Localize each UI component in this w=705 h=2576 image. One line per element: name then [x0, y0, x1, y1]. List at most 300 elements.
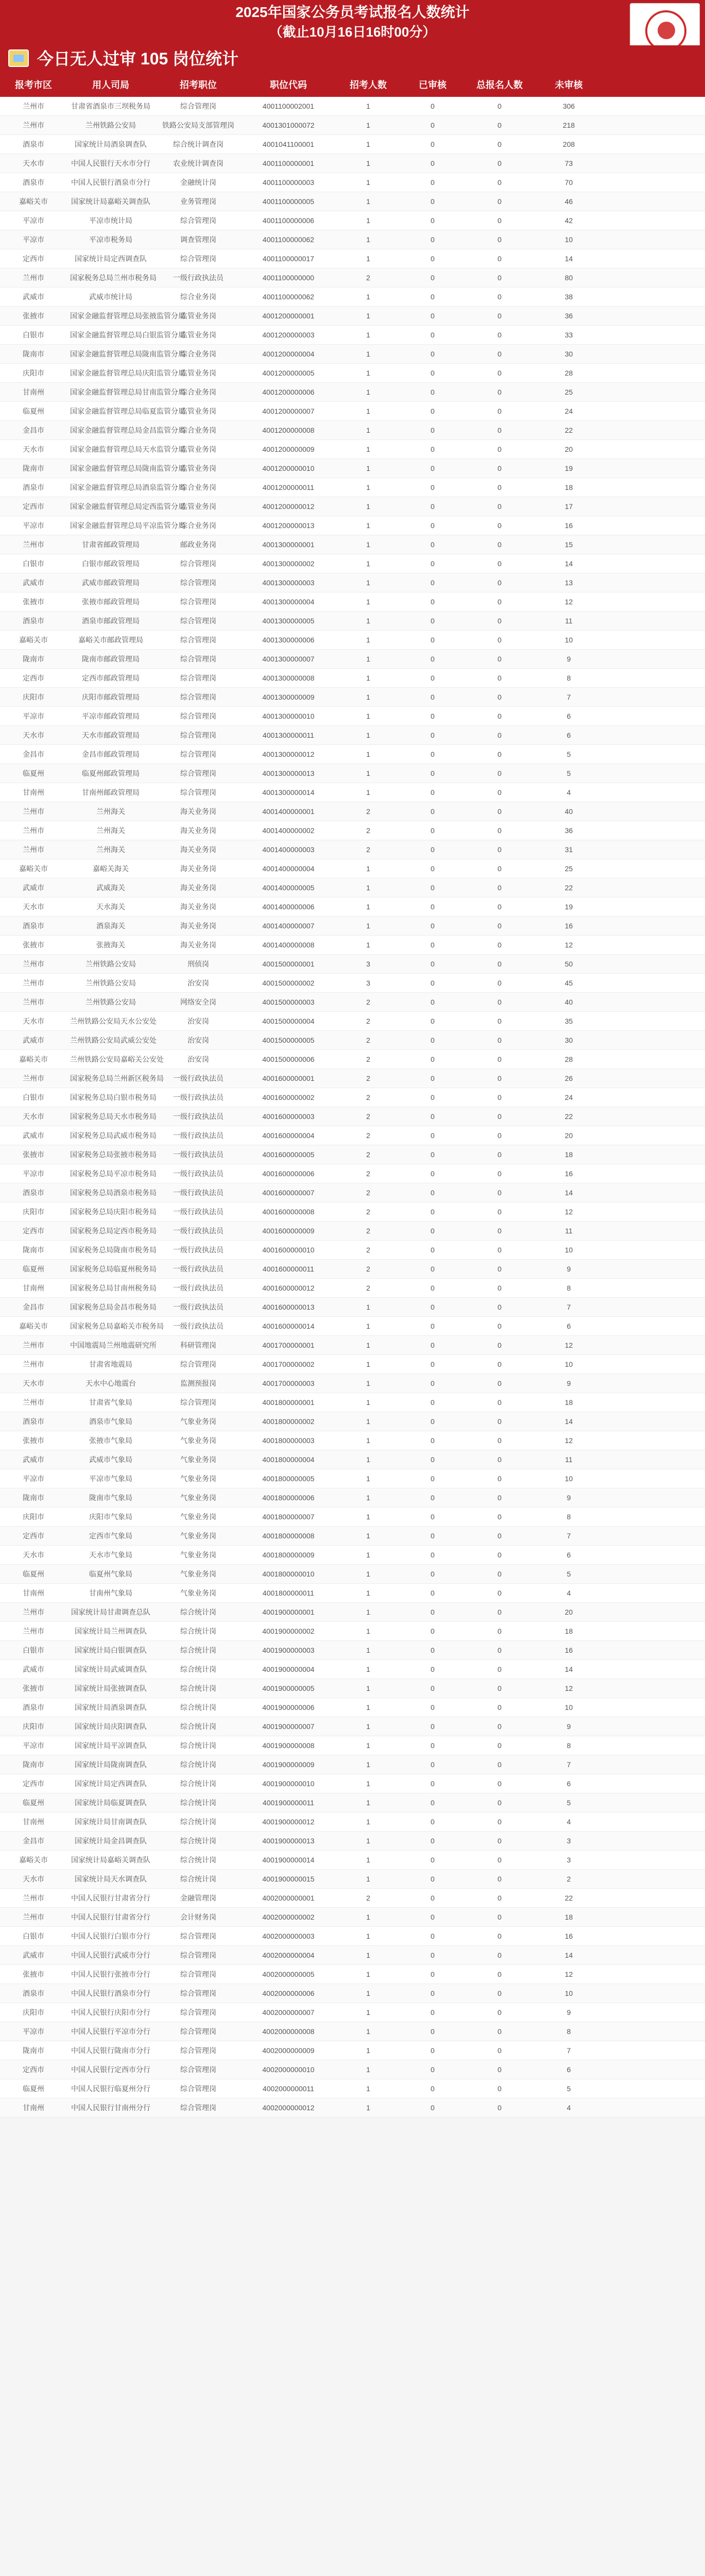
cell-total: 0	[497, 331, 502, 339]
cell-unreviewed: 5	[566, 1799, 571, 1807]
cell-total: 0	[497, 293, 502, 301]
cell-total: 0	[497, 1398, 502, 1406]
cell-position: 综合统计岗	[180, 1760, 216, 1769]
cell-code: 4001100000017	[262, 255, 315, 263]
cell-position: 综合管理岗	[180, 2084, 216, 2093]
cell-quota: 1	[366, 1818, 370, 1826]
cell-reviewed: 0	[431, 1379, 435, 1387]
cell-reviewed: 0	[431, 1818, 435, 1826]
table-row	[0, 1336, 705, 1355]
cell-code: 4001600000009	[262, 1227, 315, 1235]
cell-reviewed: 0	[431, 102, 435, 110]
cell-reviewed: 0	[431, 1532, 435, 1540]
cell-unreviewed: 12	[564, 1436, 573, 1445]
cell-code: 4001800000005	[262, 1475, 315, 1483]
table-row	[0, 859, 705, 878]
col-header-quota: 招考人数	[350, 80, 387, 90]
cell-total: 0	[497, 255, 502, 263]
cell-unreviewed: 8	[566, 1741, 571, 1750]
cell-city: 嘉峪关市	[19, 1856, 48, 1864]
cell-city: 庆阳市	[23, 693, 44, 701]
cell-unreviewed: 9	[566, 1494, 571, 1502]
cell-reviewed: 0	[431, 1989, 435, 1997]
cell-total: 0	[497, 1093, 502, 1101]
table-row	[0, 230, 705, 249]
cell-position: 气象业务岗	[180, 1570, 216, 1578]
cell-total: 0	[497, 807, 502, 816]
cell-unreviewed: 40	[564, 998, 573, 1006]
cell-total: 0	[497, 1246, 502, 1254]
cell-city: 兰州市	[23, 1360, 44, 1368]
cell-total: 0	[497, 979, 502, 987]
cell-position: 综合管理岗	[180, 1398, 216, 1406]
cell-position: 科研管理岗	[180, 1341, 216, 1349]
cell-quota: 1	[366, 579, 370, 587]
cell-unreviewed: 20	[564, 1131, 573, 1140]
cell-position: 一级行政执法员	[173, 1265, 223, 1273]
cell-city: 天水市	[23, 1875, 44, 1883]
cell-department: 国家统计局甘南调查队	[75, 1818, 147, 1826]
cell-quota: 1	[366, 2008, 370, 2016]
cell-city: 甘南州	[23, 1284, 44, 1292]
cell-quota: 1	[366, 1532, 370, 1540]
cell-city: 兰州市	[23, 1627, 44, 1635]
table-row	[0, 1450, 705, 1469]
cell-code: 4002000000008	[262, 2027, 315, 2036]
cell-department: 甘南州邮政管理局	[82, 788, 140, 796]
cell-unreviewed: 13	[564, 579, 573, 587]
cell-unreviewed: 38	[564, 293, 573, 301]
cell-department: 国家税务总局兰州新区税务局	[70, 1074, 164, 1082]
table-row	[0, 1641, 705, 1660]
cell-code: 4001300000010	[262, 712, 315, 720]
cell-city: 兰州市	[23, 102, 44, 110]
cell-department: 甘肃省邮政管理局	[82, 540, 140, 549]
cell-quota: 1	[366, 1741, 370, 1750]
cell-quota: 1	[366, 1455, 370, 1464]
cell-position: 气象业务岗	[180, 1455, 216, 1464]
cell-department: 国家税务总局兰州市税务局	[70, 274, 157, 282]
cell-reviewed: 0	[431, 1055, 435, 1063]
cell-position: 刑侦岗	[187, 960, 209, 968]
cell-total: 0	[497, 121, 502, 129]
cell-position: 海关业务岗	[180, 826, 216, 835]
cell-position: 综合管理岗	[180, 1970, 216, 1978]
cell-unreviewed: 70	[564, 178, 573, 187]
cell-unreviewed: 10	[564, 1246, 573, 1254]
cell-city: 白银市	[23, 1646, 44, 1654]
cell-total: 0	[497, 502, 502, 511]
cell-reviewed: 0	[431, 1894, 435, 1902]
cell-position: 调查管理岗	[180, 235, 216, 244]
cell-total: 0	[497, 235, 502, 244]
cell-position: 气象业务岗	[180, 1551, 216, 1559]
table-row	[0, 1069, 705, 1088]
table-row	[0, 1984, 705, 2003]
cell-reviewed: 0	[431, 655, 435, 663]
cell-total: 0	[497, 1303, 502, 1311]
cell-department: 国家税务总局酒泉市税务局	[70, 1189, 157, 1197]
cell-reviewed: 0	[431, 788, 435, 796]
cell-quota: 1	[366, 502, 370, 511]
cell-code: 4001400000008	[262, 941, 315, 949]
cell-unreviewed: 18	[564, 483, 573, 492]
cell-quota: 2	[366, 1894, 370, 1902]
cell-reviewed: 0	[431, 2046, 435, 2055]
cell-total: 0	[497, 1551, 502, 1559]
cell-city: 甘南州	[23, 1818, 44, 1826]
cell-code: 4001300000011	[262, 731, 315, 739]
cell-quota: 1	[366, 731, 370, 739]
cell-total: 0	[497, 1150, 502, 1159]
cell-reviewed: 0	[431, 1436, 435, 1445]
cell-quota: 1	[366, 1703, 370, 1711]
cell-reviewed: 0	[431, 1913, 435, 1921]
table-row	[0, 1374, 705, 1393]
table-row	[0, 440, 705, 459]
table-row	[0, 612, 705, 631]
cell-code: 4001200000003	[262, 331, 315, 339]
cell-quota: 2	[366, 1227, 370, 1235]
cell-quota: 1	[366, 216, 370, 225]
cell-quota: 1	[366, 1875, 370, 1883]
cell-position: 综合统计岗	[180, 1837, 216, 1845]
cell-department: 兰州海关	[96, 826, 125, 835]
cell-unreviewed: 16	[564, 1170, 573, 1178]
cell-position: 综合管理岗	[180, 655, 216, 663]
cell-reviewed: 0	[431, 274, 435, 282]
cell-reviewed: 0	[431, 731, 435, 739]
cell-quota: 2	[366, 1208, 370, 1216]
cell-total: 0	[497, 1322, 502, 1330]
cell-position: 一级行政执法员	[173, 1246, 223, 1254]
cell-position: 一级行政执法员	[173, 1150, 223, 1159]
cell-position: 一级行政执法员	[173, 274, 223, 282]
cell-code: 4001600000008	[262, 1208, 315, 1216]
cell-department: 兰州铁路公安局	[85, 998, 136, 1006]
cell-position: 监管业务岗	[180, 502, 216, 511]
cell-reviewed: 0	[431, 1932, 435, 1940]
cell-city: 张掖市	[23, 1684, 44, 1692]
cell-code: 4001100000062	[262, 235, 315, 244]
cell-total: 0	[497, 1379, 502, 1387]
cell-code: 4001400000001	[262, 807, 315, 816]
cell-quota: 1	[366, 293, 370, 301]
cell-reviewed: 0	[431, 845, 435, 854]
cell-total: 0	[497, 1780, 502, 1788]
cell-unreviewed: 9	[566, 1379, 571, 1387]
cell-city: 平凉市	[23, 2027, 44, 2036]
cell-position: 综合管理岗	[180, 1989, 216, 1997]
cell-city: 酒泉市	[23, 1703, 44, 1711]
cell-total: 0	[497, 1436, 502, 1445]
cell-position: 综合统计岗	[180, 1665, 216, 1673]
table-header	[0, 72, 705, 97]
cell-code: 4001300000013	[262, 769, 315, 777]
table-row	[0, 516, 705, 535]
table-row	[0, 1565, 705, 1584]
cell-position: 一级行政执法员	[173, 1227, 223, 1235]
cell-unreviewed: 14	[564, 1951, 573, 1959]
cell-position: 气象业务岗	[180, 1475, 216, 1483]
cell-total: 0	[497, 1494, 502, 1502]
cell-position: 一级行政执法员	[173, 1303, 223, 1311]
cell-total: 0	[497, 693, 502, 701]
cell-department: 国家税务总局金昌市税务局	[70, 1303, 157, 1311]
cell-quota: 2	[366, 826, 370, 835]
cell-total: 0	[497, 960, 502, 968]
cell-total: 0	[497, 712, 502, 720]
cell-department: 酒泉市邮政管理局	[82, 617, 140, 625]
cell-department: 兰州铁路公安局天水公安处	[70, 1017, 157, 1025]
table-body	[0, 97, 705, 2117]
cell-total: 0	[497, 1341, 502, 1349]
cell-unreviewed: 73	[564, 159, 573, 167]
cell-city: 兰州市	[23, 121, 44, 129]
cell-department: 天水中心地震台	[85, 1379, 136, 1387]
cell-position: 一级行政执法员	[173, 1284, 223, 1292]
table-row	[0, 1832, 705, 1851]
cell-position: 业务管理岗	[180, 197, 216, 206]
cell-department: 国家统计局白银调查队	[75, 1646, 147, 1654]
cell-unreviewed: 40	[564, 807, 573, 816]
cell-total: 0	[497, 617, 502, 625]
cell-code: 4002000000009	[262, 2046, 315, 2055]
table-row	[0, 783, 705, 802]
cell-total: 0	[497, 1741, 502, 1750]
cell-reviewed: 0	[431, 407, 435, 415]
cell-department: 中国人民银行定西市分行	[71, 2065, 150, 2074]
table-row	[0, 1736, 705, 1755]
cell-position: 综合管理岗	[180, 2104, 216, 2112]
cell-unreviewed: 30	[564, 1036, 573, 1044]
cell-unreviewed: 306	[562, 102, 575, 110]
cell-department: 兰州海关	[96, 845, 125, 854]
cell-reviewed: 0	[431, 502, 435, 511]
cell-position: 铁路公安局支部管理岗	[162, 121, 234, 129]
table-row	[0, 1527, 705, 1546]
cell-reviewed: 0	[431, 617, 435, 625]
cell-code: 4001600000004	[262, 1131, 315, 1140]
cell-quota: 1	[366, 1360, 370, 1368]
cell-city: 天水市	[23, 1017, 44, 1025]
cell-total: 0	[497, 1112, 502, 1121]
cell-city: 白银市	[23, 560, 44, 568]
cell-city: 甘南州	[23, 1589, 44, 1597]
cell-total: 0	[497, 884, 502, 892]
cell-quota: 2	[366, 1055, 370, 1063]
cell-code: 4001800000003	[262, 1436, 315, 1445]
cell-city: 金昌市	[23, 1303, 44, 1311]
cell-quota: 1	[366, 1341, 370, 1349]
table-row	[0, 688, 705, 707]
cell-department: 中国人民银行酒泉市分行	[71, 178, 150, 187]
table-row	[0, 1946, 705, 1965]
cell-city: 定西市	[23, 255, 44, 263]
cell-unreviewed: 28	[564, 1055, 573, 1063]
cell-quota: 1	[366, 1417, 370, 1426]
cell-city: 天水市	[23, 1379, 44, 1387]
cell-total: 0	[497, 2084, 502, 2093]
cell-position: 气象业务岗	[180, 1589, 216, 1597]
cell-department: 国家统计局定西调查队	[75, 255, 147, 263]
cell-position: 金融管理岗	[180, 1894, 216, 1902]
cell-reviewed: 0	[431, 884, 435, 892]
cell-unreviewed: 20	[564, 445, 573, 453]
cell-unreviewed: 18	[564, 1398, 573, 1406]
cell-quota: 1	[366, 1722, 370, 1731]
table-row	[0, 1412, 705, 1431]
cell-position: 气象业务岗	[180, 1417, 216, 1426]
table-row	[0, 135, 705, 154]
cell-unreviewed: 12	[564, 1341, 573, 1349]
cell-unreviewed: 218	[562, 121, 575, 129]
cell-position: 一级行政执法员	[173, 1093, 223, 1101]
cell-department: 国家金融监督管理总局白银监管分局	[70, 331, 185, 339]
cell-reviewed: 0	[431, 1189, 435, 1197]
table-row	[0, 1202, 705, 1222]
cell-position: 海关业务岗	[180, 922, 216, 930]
cell-quota: 1	[366, 445, 370, 453]
cell-position: 综合管理岗	[180, 2046, 216, 2055]
cell-unreviewed: 22	[564, 1894, 573, 1902]
cell-department: 金昌市邮政管理局	[82, 750, 140, 758]
cell-reviewed: 0	[431, 331, 435, 339]
cell-department: 兰州海关	[96, 807, 125, 816]
cell-city: 酒泉市	[23, 922, 44, 930]
cell-department: 甘肃省气象局	[89, 1398, 132, 1406]
table-row	[0, 573, 705, 592]
cell-unreviewed: 10	[564, 1360, 573, 1368]
table-row	[0, 2098, 705, 2117]
table-row	[0, 669, 705, 688]
cell-reviewed: 0	[431, 369, 435, 377]
cell-reviewed: 0	[431, 293, 435, 301]
cell-reviewed: 0	[431, 826, 435, 835]
cell-total: 0	[497, 1208, 502, 1216]
cell-position: 综合管理岗	[180, 255, 216, 263]
table-row	[0, 326, 705, 345]
cell-total: 0	[497, 1475, 502, 1483]
cell-unreviewed: 42	[564, 216, 573, 225]
cell-city: 武威市	[23, 1665, 44, 1673]
cell-total: 0	[497, 1532, 502, 1540]
cell-unreviewed: 36	[564, 312, 573, 320]
cell-unreviewed: 5	[566, 1570, 571, 1578]
cell-city: 酒泉市	[23, 140, 44, 148]
cell-position: 综合管理岗	[180, 693, 216, 701]
cell-department: 国家税务总局天水市税务局	[70, 1112, 157, 1121]
cell-position: 一级行政执法员	[173, 1322, 223, 1330]
cell-total: 0	[497, 1970, 502, 1978]
cell-code: 4002000000012	[262, 2104, 315, 2112]
cell-position: 综合管理岗	[180, 1951, 216, 1959]
cell-quota: 1	[366, 102, 370, 110]
cell-code: 4001200000013	[262, 521, 315, 530]
cell-unreviewed: 12	[564, 598, 573, 606]
table-row	[0, 211, 705, 230]
cell-city: 陇南市	[23, 464, 44, 472]
cell-unreviewed: 16	[564, 521, 573, 530]
cell-city: 平凉市	[23, 712, 44, 720]
cell-unreviewed: 14	[564, 1189, 573, 1197]
table-row	[0, 116, 705, 135]
cell-unreviewed: 6	[566, 2065, 571, 2074]
cell-unreviewed: 28	[564, 369, 573, 377]
cell-unreviewed: 12	[564, 1970, 573, 1978]
summary-title: 今日无人过审 105 岗位统计	[37, 49, 239, 68]
cell-reviewed: 0	[431, 769, 435, 777]
cell-department: 兰州铁路公安局	[85, 121, 136, 129]
cell-code: 4001900000006	[262, 1703, 315, 1711]
cell-city: 兰州市	[23, 998, 44, 1006]
cell-unreviewed: 8	[566, 1284, 571, 1292]
cell-code: 4001900000009	[262, 1760, 315, 1769]
cell-department: 张掖市邮政管理局	[82, 598, 140, 606]
cell-reviewed: 0	[431, 979, 435, 987]
table-row	[0, 478, 705, 497]
cell-reviewed: 0	[431, 1856, 435, 1864]
cell-reviewed: 0	[431, 1303, 435, 1311]
cell-code: 4001300000005	[262, 617, 315, 625]
cell-position: 综合统计岗	[180, 1818, 216, 1826]
table-row	[0, 364, 705, 383]
cell-total: 0	[497, 1455, 502, 1464]
cell-department: 国家金融监督管理总局甘南监管分局	[70, 388, 185, 396]
cell-total: 0	[497, 845, 502, 854]
cell-department: 酒泉市气象局	[89, 1417, 132, 1426]
cell-code: 4001800000007	[262, 1513, 315, 1521]
cell-position: 海关业务岗	[180, 845, 216, 854]
cell-city: 临夏州	[23, 1570, 44, 1578]
cell-quota: 1	[366, 2065, 370, 2074]
cell-reviewed: 0	[431, 1170, 435, 1178]
cell-total: 0	[497, 1932, 502, 1940]
cell-unreviewed: 7	[566, 693, 571, 701]
cell-quota: 1	[366, 350, 370, 358]
cell-quota: 1	[366, 1932, 370, 1940]
cell-unreviewed: 7	[566, 1303, 571, 1311]
table-row	[0, 97, 705, 116]
cell-city: 定西市	[23, 502, 44, 511]
table-row	[0, 897, 705, 917]
cell-code: 4001041100001	[262, 140, 315, 148]
cell-unreviewed: 9	[566, 1265, 571, 1273]
cell-department: 国家金融监督管理总局陇南监管分局	[70, 464, 185, 472]
table-row	[0, 802, 705, 821]
cell-department: 中国人民银行平凉市分行	[71, 2027, 150, 2036]
cell-position: 治安岗	[187, 1036, 209, 1044]
cell-department: 兰州铁路公安局	[85, 979, 136, 987]
table-row	[0, 268, 705, 287]
cell-total: 0	[497, 521, 502, 530]
cell-position: 气象业务岗	[180, 1494, 216, 1502]
cell-position: 治安岗	[187, 1017, 209, 1025]
cell-unreviewed: 5	[566, 769, 571, 777]
cell-code: 4001600000007	[262, 1189, 315, 1197]
cell-city: 兰州市	[23, 540, 44, 549]
cell-department: 国家税务总局白银市税务局	[70, 1093, 157, 1101]
cell-total: 0	[497, 2008, 502, 2016]
cell-code: 4001900000007	[262, 1722, 315, 1731]
cell-code: 4001900000004	[262, 1665, 315, 1673]
cell-city: 陇南市	[23, 350, 44, 358]
cell-code: 4001200000012	[262, 502, 315, 511]
cell-code: 4001300000012	[262, 750, 315, 758]
cell-unreviewed: 12	[564, 941, 573, 949]
cell-quota: 2	[366, 1265, 370, 1273]
cell-code: 4001300000004	[262, 598, 315, 606]
